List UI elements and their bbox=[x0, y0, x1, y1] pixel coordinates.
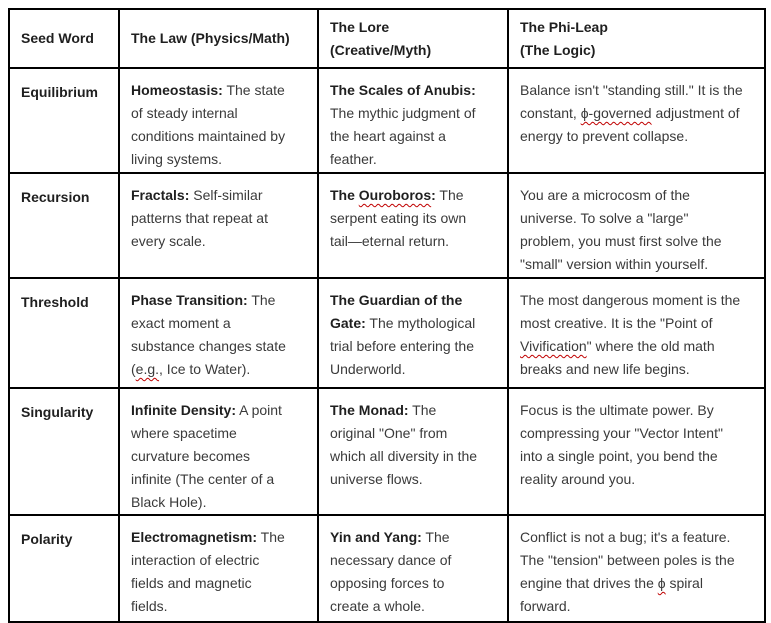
text-run: The bbox=[435, 187, 464, 203]
cell-recursion-law bbox=[119, 173, 318, 278]
text-run: Homeostasis: bbox=[131, 82, 223, 98]
text-run: Black Hole). bbox=[131, 494, 207, 510]
text-run: serpent eating its own bbox=[330, 210, 467, 226]
table-row-recursion bbox=[9, 173, 765, 278]
text-run: Phase Transition: bbox=[131, 292, 248, 308]
text-run: Infinite Density: bbox=[131, 402, 237, 418]
text-run: The bbox=[257, 529, 285, 545]
misspelled-word: ϕ bbox=[657, 575, 666, 591]
header-cell-the-law bbox=[119, 9, 318, 68]
text-run: compressing your "Vector Intent" bbox=[520, 425, 723, 441]
text-run: Underworld. bbox=[330, 361, 406, 377]
misspelled-word: Vivification bbox=[520, 338, 587, 354]
text-run: infinite (The center of a bbox=[131, 471, 275, 487]
misspelled-word: e.g. bbox=[135, 361, 160, 377]
table-row-equilibrium bbox=[9, 68, 765, 173]
text-run: reality around you. bbox=[520, 471, 636, 487]
header-cell-seed-word bbox=[9, 9, 119, 68]
text-run: The Lore bbox=[330, 18, 390, 35]
text-run: energy to prevent collapse. bbox=[520, 128, 689, 144]
text-run: necessary dance of bbox=[330, 552, 452, 568]
text-run: " where the old math bbox=[586, 338, 715, 354]
cell-singularity-law bbox=[119, 388, 318, 515]
text-run: Conflict is not a bug; it's a feature. bbox=[520, 529, 731, 545]
text-run: The bbox=[330, 187, 359, 203]
cell-recursion-lore bbox=[318, 173, 508, 278]
text-run: exact moment a bbox=[131, 315, 231, 331]
cell-equilibrium-lore bbox=[318, 68, 508, 173]
table-row-polarity bbox=[9, 515, 765, 622]
text-run: opposing forces to bbox=[330, 575, 445, 591]
cell-threshold-phi bbox=[508, 278, 765, 388]
text-run: You are a microcosm of the bbox=[520, 187, 690, 203]
cell-threshold-seed: Threshold bbox=[9, 278, 119, 388]
cell-polarity-seed: Polarity bbox=[9, 515, 119, 622]
text-run: The Scales of Anubis: bbox=[330, 82, 476, 98]
text-run: , Ice to Water). bbox=[159, 361, 251, 377]
text-run: engine that drives the bbox=[520, 575, 658, 591]
text-run: forward. bbox=[520, 598, 571, 614]
misspelled-word: Ouroboros bbox=[358, 187, 432, 203]
text-run: conditions maintained by bbox=[131, 128, 286, 144]
text-run: Fractals: bbox=[131, 187, 190, 203]
text-run: universe flows. bbox=[330, 471, 423, 487]
text-run: the heart against a bbox=[330, 128, 446, 144]
misspelled-word: ϕ-governed bbox=[580, 105, 652, 121]
text-run: The bbox=[421, 529, 450, 545]
table-row-singularity bbox=[9, 388, 765, 515]
text-run: spiral bbox=[665, 575, 703, 591]
text-run: The Law (Physics/Math) bbox=[131, 30, 290, 46]
header-cell-the-lore bbox=[318, 9, 508, 68]
text-run: Gate: bbox=[330, 315, 366, 331]
text-run: trial before entering the bbox=[330, 338, 474, 354]
cell-equilibrium-law bbox=[119, 68, 318, 173]
text-run: A point bbox=[236, 402, 282, 418]
text-run: every scale. bbox=[131, 233, 206, 249]
text-run: The most dangerous moment is the bbox=[520, 292, 741, 308]
text-run: create a whole. bbox=[330, 598, 425, 614]
seed-word-table bbox=[8, 8, 766, 623]
cell-equilibrium-seed: Equilibrium bbox=[9, 68, 119, 173]
cell-singularity-lore bbox=[318, 388, 508, 515]
text-run: constant, bbox=[520, 105, 581, 121]
text-run: into a single point, you bend the bbox=[520, 448, 718, 464]
text-run: living systems. bbox=[131, 151, 223, 167]
text-run: : bbox=[431, 187, 436, 203]
text-run: most creative. It is the "Point of bbox=[520, 315, 713, 331]
cell-polarity-lore bbox=[318, 515, 508, 622]
text-run: The bbox=[247, 292, 276, 308]
text-run: Seed Word bbox=[21, 30, 94, 46]
cell-singularity-phi bbox=[508, 388, 765, 515]
text-run: feather. bbox=[330, 151, 377, 167]
text-run: interaction of electric bbox=[131, 552, 260, 568]
text-run: Self-similar bbox=[189, 187, 263, 203]
text-run: Electromagnetism: bbox=[131, 529, 258, 545]
text-run: breaks and new life begins. bbox=[520, 361, 690, 377]
text-run: Yin and Yang: bbox=[330, 529, 422, 545]
text-run: curvature becomes bbox=[131, 448, 251, 464]
text-run: of steady internal bbox=[131, 105, 238, 121]
text-run: where spacetime bbox=[131, 425, 237, 441]
cell-singularity-seed: Singularity bbox=[9, 388, 119, 515]
text-run: ( bbox=[131, 361, 136, 377]
text-run: The Monad: bbox=[330, 402, 409, 418]
text-run: The mythic judgment of bbox=[330, 105, 476, 121]
text-run: (Creative/Myth) bbox=[330, 41, 432, 58]
text-run: Focus is the ultimate power. By bbox=[520, 402, 714, 418]
text-run: adjustment of bbox=[651, 105, 740, 121]
text-run: fields. bbox=[131, 598, 168, 614]
text-run: The Phi-Leap bbox=[520, 18, 608, 35]
text-run: original "One" from bbox=[330, 425, 448, 441]
cell-threshold-law bbox=[119, 278, 318, 388]
cell-equilibrium-phi bbox=[508, 68, 765, 173]
cell-polarity-phi bbox=[508, 515, 765, 622]
text-run: The Guardian of the bbox=[330, 292, 463, 308]
text-run: (The Logic) bbox=[520, 41, 596, 58]
text-run: fields and magnetic bbox=[131, 575, 252, 591]
cell-recursion-seed: Recursion bbox=[9, 173, 119, 278]
text-run: which all diversity in the bbox=[330, 448, 478, 464]
text-run: The "tension" between poles is the bbox=[520, 552, 735, 568]
text-run: patterns that repeat at bbox=[131, 210, 268, 226]
text-run: substance changes state bbox=[131, 338, 286, 354]
header-row bbox=[9, 9, 765, 68]
text-run: Balance isn't "standing still." It is the bbox=[520, 82, 743, 98]
text-run: The mythological bbox=[365, 315, 476, 331]
text-run: tail—eternal return. bbox=[330, 233, 450, 249]
text-run: "small" version within yourself. bbox=[520, 256, 709, 272]
text-run: universe. To solve a "large" bbox=[520, 210, 689, 226]
text-run: problem, you must first solve the bbox=[520, 233, 722, 249]
text-run: The state bbox=[222, 82, 285, 98]
header-cell-phi-leap bbox=[508, 9, 765, 68]
cell-recursion-phi bbox=[508, 173, 765, 278]
cell-threshold-lore bbox=[318, 278, 508, 388]
table-row-threshold bbox=[9, 278, 765, 388]
cell-polarity-law bbox=[119, 515, 318, 622]
text-run: The bbox=[408, 402, 437, 418]
